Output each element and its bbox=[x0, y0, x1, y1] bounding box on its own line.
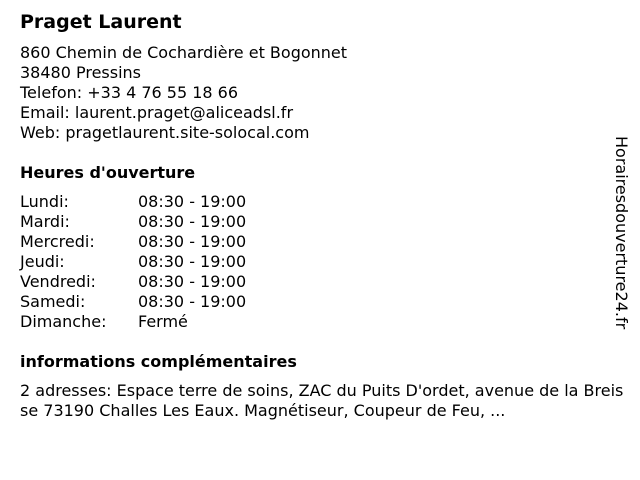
day-label: Mardi: bbox=[20, 212, 70, 231]
hours-row-sunday bbox=[20, 312, 610, 332]
day-label: Mercredi: bbox=[20, 232, 95, 251]
hours-row-thursday bbox=[20, 252, 610, 272]
brand-watermark bbox=[611, 136, 631, 346]
day-label: Dimanche: bbox=[20, 312, 107, 331]
day-label: Samedi: bbox=[20, 292, 86, 311]
business-name: Praget Laurent bbox=[20, 11, 182, 33]
day-label: Vendredi: bbox=[20, 272, 96, 291]
hours-row-tuesday bbox=[20, 212, 610, 232]
time-value: 08:30 - 19:00 bbox=[138, 232, 247, 251]
hours-row-saturday bbox=[20, 292, 610, 312]
address-city: 38480 Pressins bbox=[20, 63, 142, 82]
day-label: Lundi: bbox=[20, 192, 69, 211]
info-heading: informations complémentaires bbox=[20, 352, 297, 371]
hours-row-wednesday bbox=[20, 232, 610, 252]
hours-heading: Heures d'ouverture bbox=[20, 163, 196, 182]
time-value: 08:30 - 19:00 bbox=[138, 252, 247, 271]
brand-watermark-text: Horairesdouverture24.fr bbox=[612, 136, 631, 330]
email-line: Email: laurent.praget@aliceadsl.fr bbox=[20, 103, 294, 122]
info-text: 2 adresses: Espace terre de soins, ZAC du Puits D'ordet, avenue de la Breisse 73190 Challes Les Eaux. Magnétiseur, Coupeur de Feu, ... bbox=[20, 381, 624, 420]
web-line: Web: pragetlaurent.site-solocal.com bbox=[20, 123, 310, 142]
day-label: Jeudi: bbox=[20, 252, 65, 271]
hours-row-friday bbox=[20, 272, 610, 292]
time-value: Fermé bbox=[138, 312, 188, 331]
time-value: 08:30 - 19:00 bbox=[138, 292, 247, 311]
phone-line: Telefon: +33 4 76 55 18 66 bbox=[20, 83, 239, 102]
time-value: 08:30 - 19:00 bbox=[138, 272, 247, 291]
time-value: 08:30 - 19:00 bbox=[138, 212, 247, 231]
time-value: 08:30 - 19:00 bbox=[138, 192, 247, 211]
hours-row-monday bbox=[20, 192, 610, 212]
address-street: 860 Chemin de Cochardière et Bogonnet bbox=[20, 43, 348, 62]
